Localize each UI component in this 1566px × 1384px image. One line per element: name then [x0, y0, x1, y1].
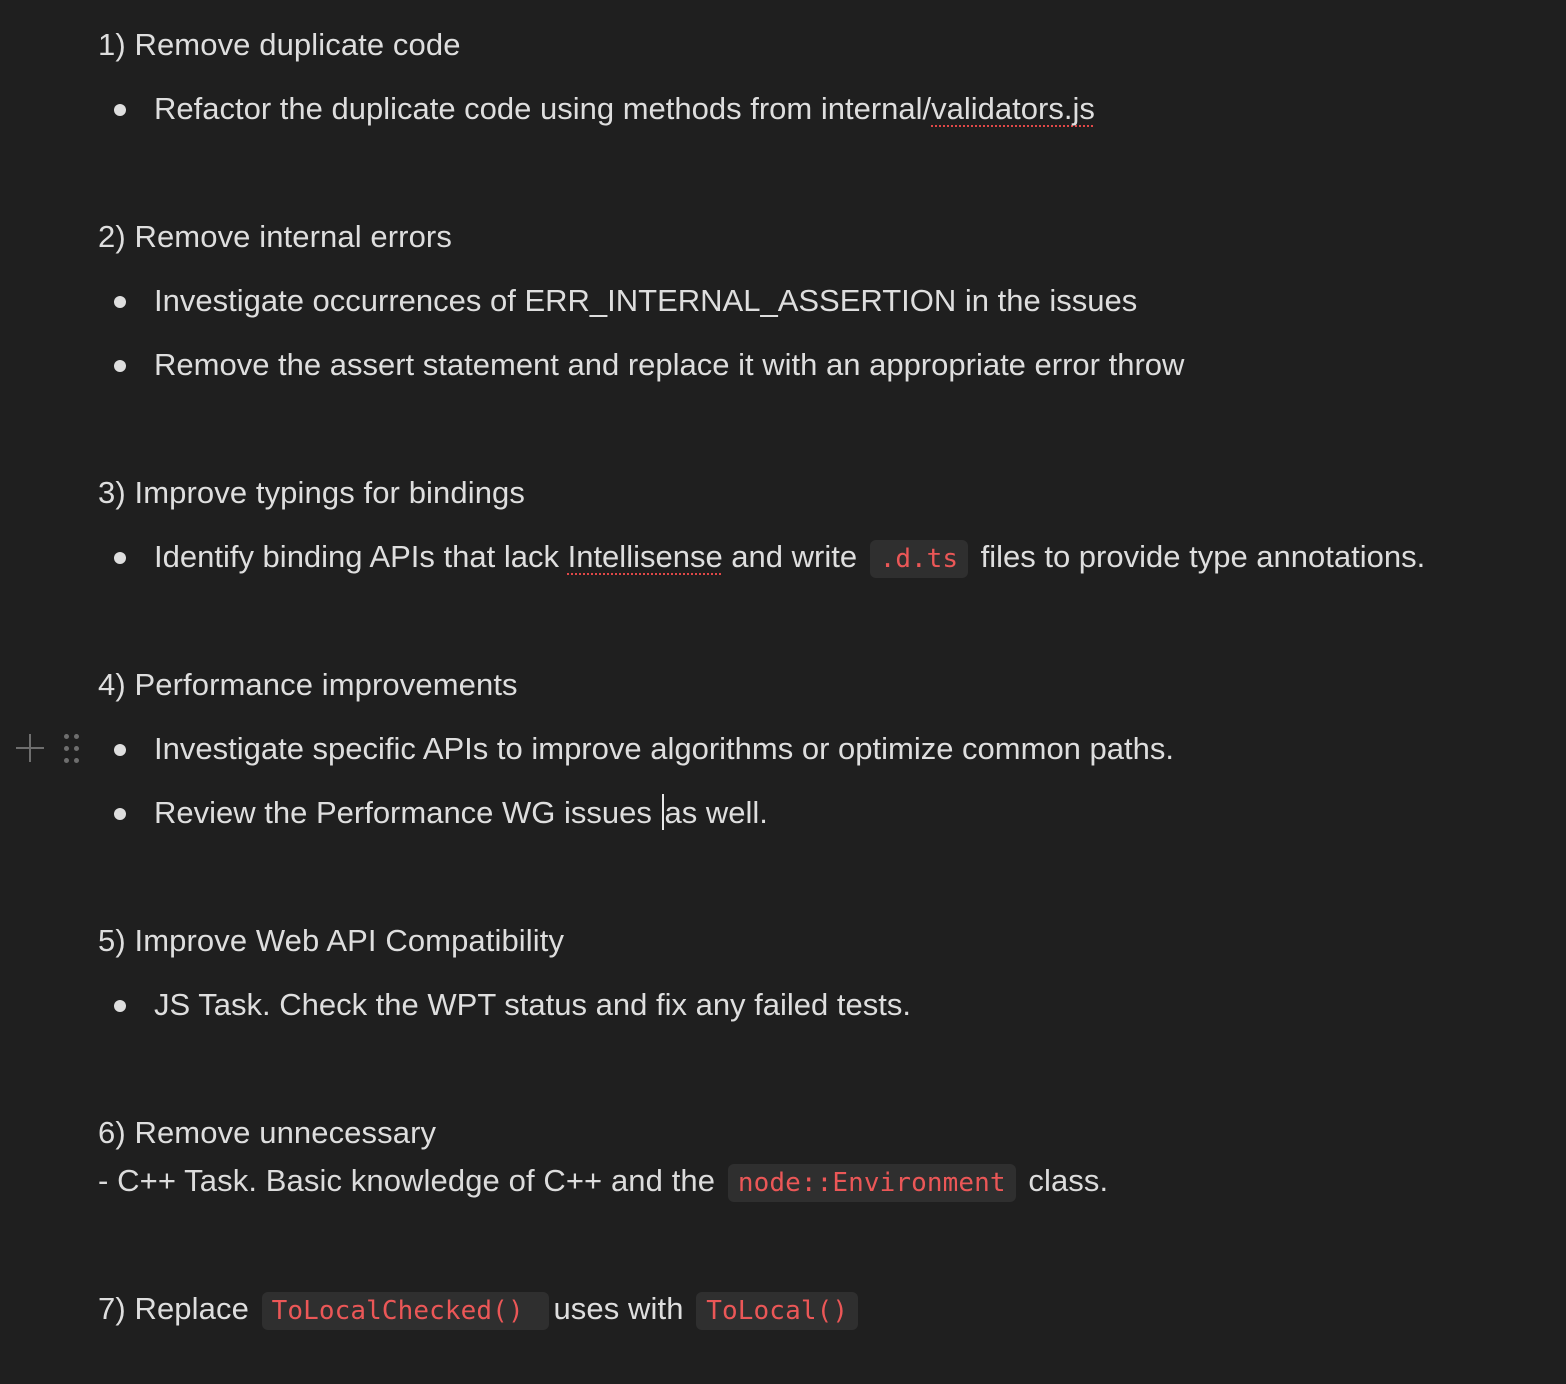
- bullet-text[interactable]: Investigate occurrences of ERR_INTERNAL_ASSERTION in the issues: [154, 283, 1138, 318]
- bullet-text[interactable]: Identify binding APIs that lack Intellisense and write .d.ts files to provide type annotations.: [154, 537, 1425, 579]
- bullet-dot: [114, 360, 126, 372]
- section-heading-4[interactable]: 4) Performance improvements: [98, 667, 518, 702]
- bullet-dot: [114, 1000, 126, 1012]
- inline-code: .d.ts: [870, 540, 968, 578]
- inline-code: node::Environment: [728, 1164, 1016, 1202]
- inline-code: ToLocalChecked(): [262, 1292, 550, 1330]
- text-cursor: [662, 794, 664, 830]
- bullet-dot: [114, 552, 126, 564]
- bullet-dot: [114, 744, 126, 756]
- spellcheck-word[interactable]: validators.js: [931, 91, 1095, 126]
- bullet-dot: [114, 104, 126, 116]
- section-6-text[interactable]: - C++ Task. Basic knowledge of C++ and the node::Environment class.: [98, 1161, 1108, 1203]
- section-heading-6[interactable]: 6) Remove unnecessary: [98, 1115, 437, 1150]
- bullet-text[interactable]: Remove the assert statement and replace it with an appropriate error throw: [154, 347, 1185, 382]
- bullet-text[interactable]: JS Task. Check the WPT status and fix any failed tests.: [154, 987, 911, 1022]
- bullet-dot: [114, 808, 126, 820]
- spellcheck-word[interactable]: Intellisense: [567, 539, 723, 574]
- section-heading-7[interactable]: 7) Replace ToLocalChecked() uses with ToLocal(): [98, 1289, 862, 1331]
- add-block-plus-icon[interactable]: [16, 734, 44, 762]
- bullet-text[interactable]: Refactor the duplicate code using methods from internal/validators.js: [154, 91, 1095, 126]
- section-heading-1[interactable]: 1) Remove duplicate code: [98, 27, 461, 62]
- section-heading-3[interactable]: 3) Improve typings for bindings: [98, 475, 525, 510]
- section-heading-5[interactable]: 5) Improve Web API Compatibility: [98, 923, 565, 958]
- bullet-dot: [114, 296, 126, 308]
- drag-handle-icon[interactable]: [62, 734, 82, 764]
- bullet-text[interactable]: Review the Performance WG issues as well.: [154, 795, 768, 830]
- section-heading-2[interactable]: 2) Remove internal errors: [98, 219, 452, 254]
- bullet-text[interactable]: Investigate specific APIs to improve algorithms or optimize common paths.: [154, 731, 1174, 766]
- inline-code: ToLocal(): [696, 1292, 858, 1330]
